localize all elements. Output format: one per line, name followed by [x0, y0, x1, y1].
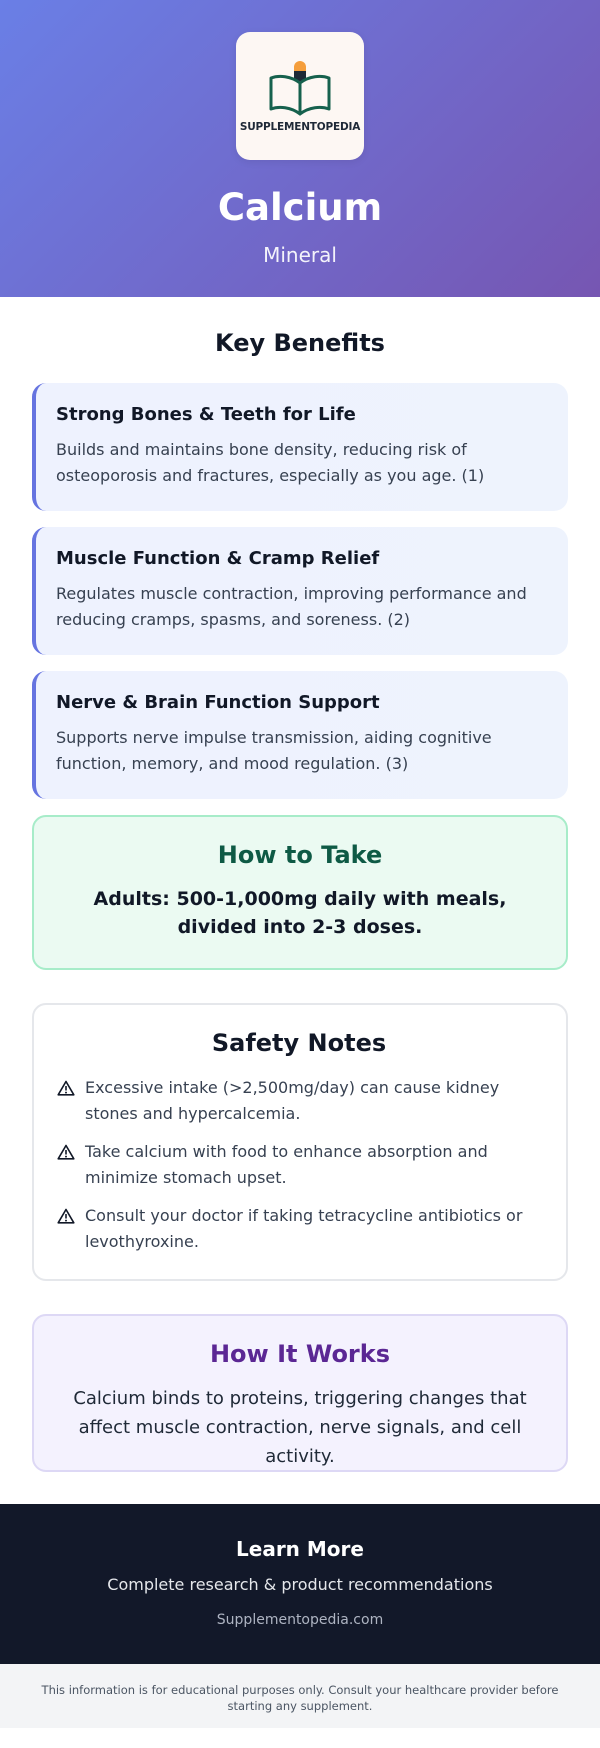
safety-item	[56, 1203, 542, 1255]
safety-text: Take calcium with food to enhance absorption and minimize stomach upset.	[85, 1142, 488, 1187]
benefit-title: Muscle Function & Cramp Relief	[56, 548, 380, 569]
website-link[interactable]: Supplementopedia.com	[216, 1612, 384, 1628]
brand-logo	[236, 32, 364, 160]
how-it-works-heading: How It Works	[209, 1340, 391, 1368]
benefit-description: Supports nerve impulse transmission, aiding cognitive function, memory, and mood regulation. (3)	[56, 728, 492, 773]
safety-item	[56, 1075, 542, 1127]
main-content	[0, 297, 600, 1472]
safety-text: Excessive intake (>2,500mg/day) can cause kidney stones and hypercalcemia.	[85, 1078, 500, 1123]
dosage-text: Adults: 500-1,000mg daily with meals, divided into 2-3 doses.	[93, 888, 507, 938]
supplement-category: Mineral	[263, 243, 337, 267]
warning-icon	[56, 1208, 76, 1224]
how-to-take-heading: How to Take	[217, 841, 383, 869]
mechanism-text: Calcium binds to proteins, triggering changes that affect muscle contraction, nerve signals, and cell activity.	[73, 1388, 527, 1467]
warning-icon	[56, 1080, 76, 1096]
benefit-title: Nerve & Brain Function Support	[56, 692, 380, 713]
safety-heading: Safety Notes	[211, 1029, 387, 1057]
supplement-title: Calcium	[217, 186, 383, 229]
brand-logo-text: SUPPLEMENTOPEDIA	[239, 121, 361, 133]
benefits-heading: Key Benefits	[215, 329, 385, 357]
safety-item	[56, 1139, 542, 1191]
how-it-works-card	[32, 1314, 568, 1472]
book-pill-icon	[265, 59, 335, 117]
benefit-card	[32, 527, 568, 655]
learn-more-text: Complete research & product recommendations	[107, 1575, 493, 1594]
benefit-description: Builds and maintains bone density, reducing risk of osteoporosis and fractures, especially as you age. (1)	[56, 440, 485, 485]
safety-text: Consult your doctor if taking tetracycline antibiotics or levothyroxine.	[85, 1206, 523, 1251]
benefit-description: Regulates muscle contraction, improving performance and reducing cramps, spasms, and soreness. (2)	[56, 584, 527, 629]
benefit-card	[32, 383, 568, 511]
hero-header	[0, 0, 600, 297]
benefit-card	[32, 671, 568, 799]
disclaimer: This information is for educational purposes only. Consult your healthcare provider before starting any supplement.	[0, 1664, 600, 1728]
how-to-take-card	[32, 815, 568, 970]
learn-more-footer	[0, 1504, 600, 1664]
warning-icon	[56, 1144, 76, 1160]
learn-more-heading: Learn More	[236, 1537, 364, 1561]
benefit-title: Strong Bones & Teeth for Life	[56, 404, 356, 425]
safety-notes-card	[32, 1003, 568, 1281]
